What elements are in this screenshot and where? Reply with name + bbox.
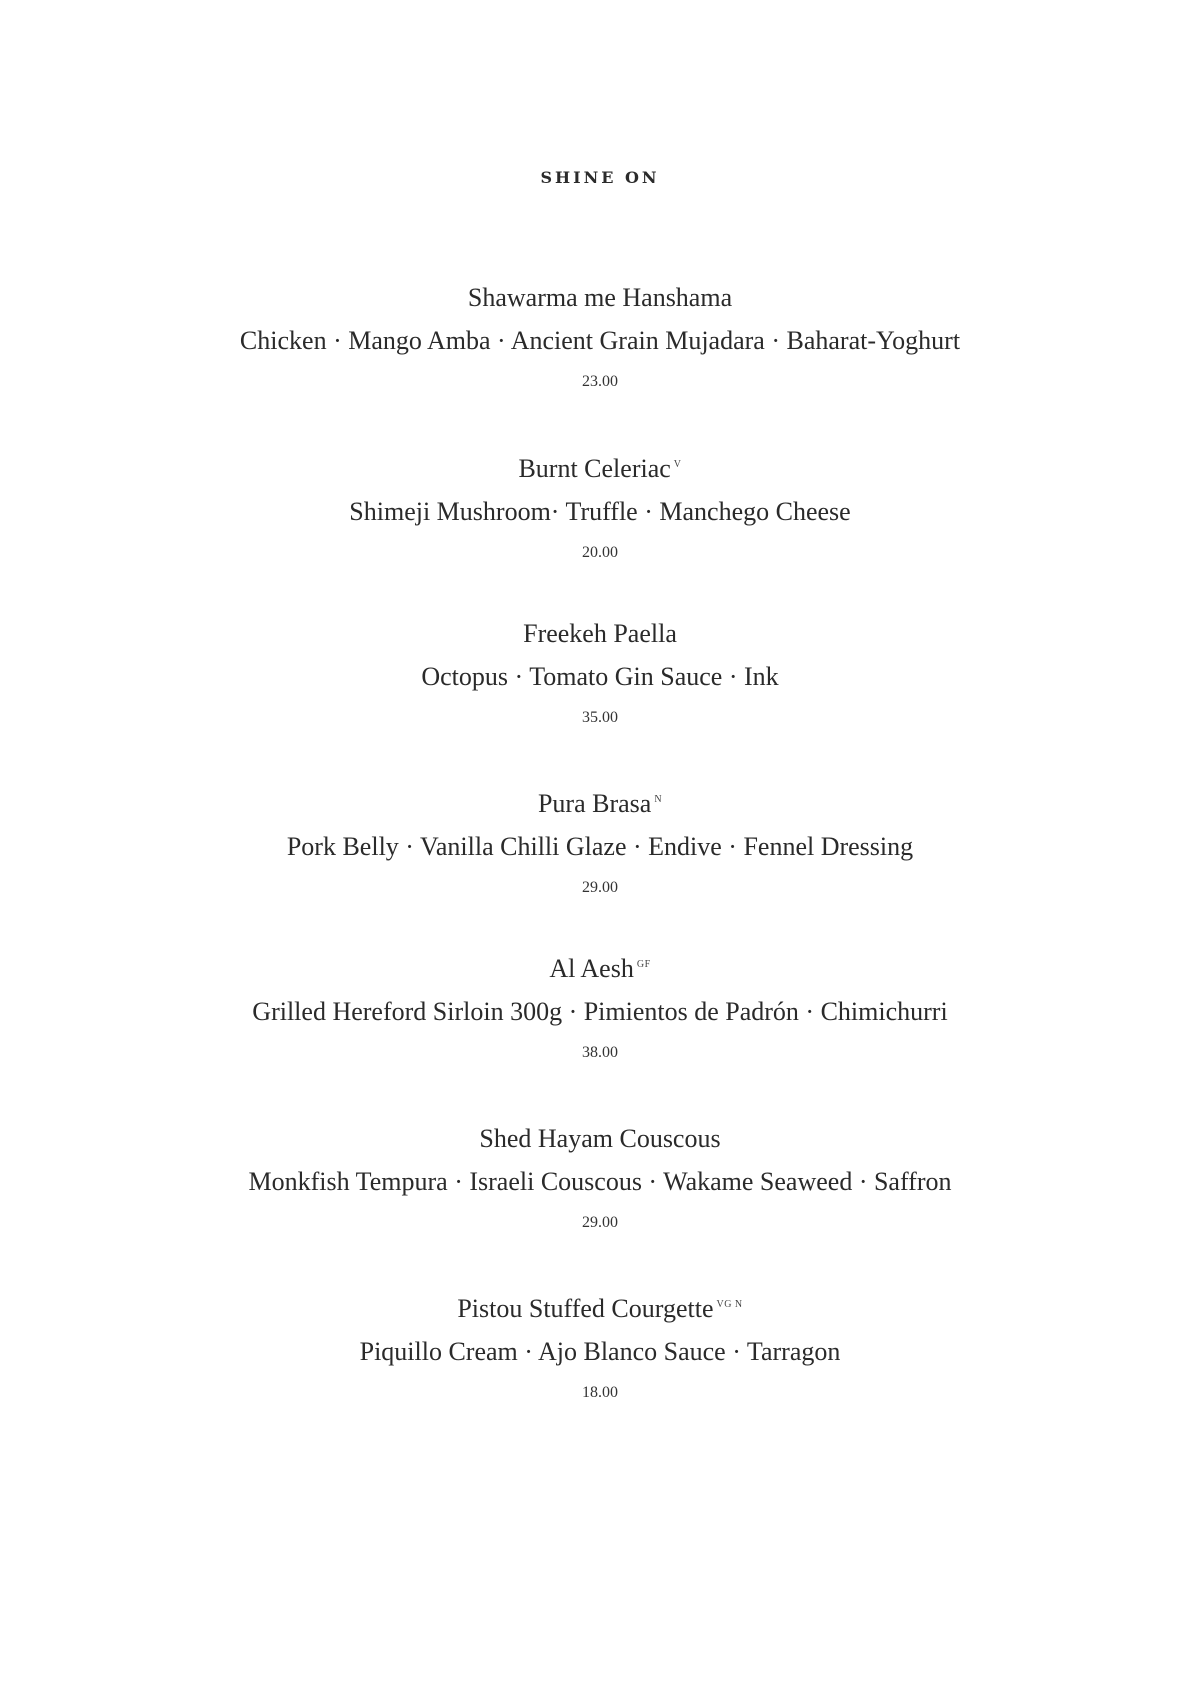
dish-name bbox=[0, 788, 1200, 820]
menu-item-celeriac bbox=[0, 453, 1200, 603]
dish-name-text: Freekeh Paella bbox=[523, 619, 677, 648]
dish-description: Monkfish Tempura · Israeli Couscous · Wakame Seaweed · Saffron bbox=[248, 1167, 952, 1196]
dish-name-text: Al Aesh bbox=[549, 954, 634, 983]
dish-description: Chicken · Mango Amba · Ancient Grain Mujadara · Baharat-Yoghurt bbox=[239, 326, 961, 355]
dish-name bbox=[0, 1293, 1200, 1325]
dish-name bbox=[0, 618, 1200, 650]
section-title: SHINE ON bbox=[540, 168, 660, 187]
dish-price: 29.00 bbox=[582, 879, 618, 896]
dietary-tag: V bbox=[673, 459, 682, 471]
dish-price: 18.00 bbox=[582, 1384, 618, 1401]
menu-item-courgette bbox=[0, 1293, 1200, 1443]
menu-item-paella bbox=[0, 618, 1200, 768]
menu-item-pura-brasa bbox=[0, 788, 1200, 938]
dish-name bbox=[0, 453, 1200, 485]
dish-price: 23.00 bbox=[582, 373, 618, 390]
dish-description: Grilled Hereford Sirloin 300g · Pimientos de Padrón · Chimichurri bbox=[252, 997, 948, 1026]
menu-item-al-aesh bbox=[0, 953, 1200, 1103]
dish-name-text: Shed Hayam Couscous bbox=[479, 1124, 721, 1153]
dish-description: Shimeji Mushroom· Truffle · Manchego Cheese bbox=[349, 497, 851, 526]
dish-description: Piquillo Cream · Ajo Blanco Sauce · Tarragon bbox=[359, 1337, 841, 1366]
dish-name bbox=[0, 282, 1200, 314]
dish-description: Octopus · Tomato Gin Sauce · Ink bbox=[421, 662, 779, 691]
menu-item-shawarma bbox=[0, 282, 1200, 432]
dietary-tag: N bbox=[654, 794, 663, 806]
dish-price: 20.00 bbox=[582, 544, 618, 561]
dietary-tag: GF bbox=[636, 959, 651, 971]
dish-name bbox=[0, 1123, 1200, 1155]
dish-price: 29.00 bbox=[582, 1214, 618, 1231]
dish-name bbox=[0, 953, 1200, 985]
dish-description: Pork Belly · Vanilla Chilli Glaze · Endive · Fennel Dressing bbox=[286, 832, 914, 861]
dish-price: 38.00 bbox=[582, 1044, 618, 1061]
dietary-tag: VG N bbox=[716, 1299, 743, 1311]
dish-name-text: Pura Brasa bbox=[537, 789, 652, 818]
dish-price: 35.00 bbox=[582, 709, 618, 726]
dish-name-text: Shawarma me Hanshama bbox=[467, 283, 733, 312]
dish-name-text: Pistou Stuffed Courgette bbox=[457, 1294, 714, 1323]
dish-name-text: Burnt Celeriac bbox=[518, 454, 671, 483]
menu-item-couscous bbox=[0, 1123, 1200, 1273]
